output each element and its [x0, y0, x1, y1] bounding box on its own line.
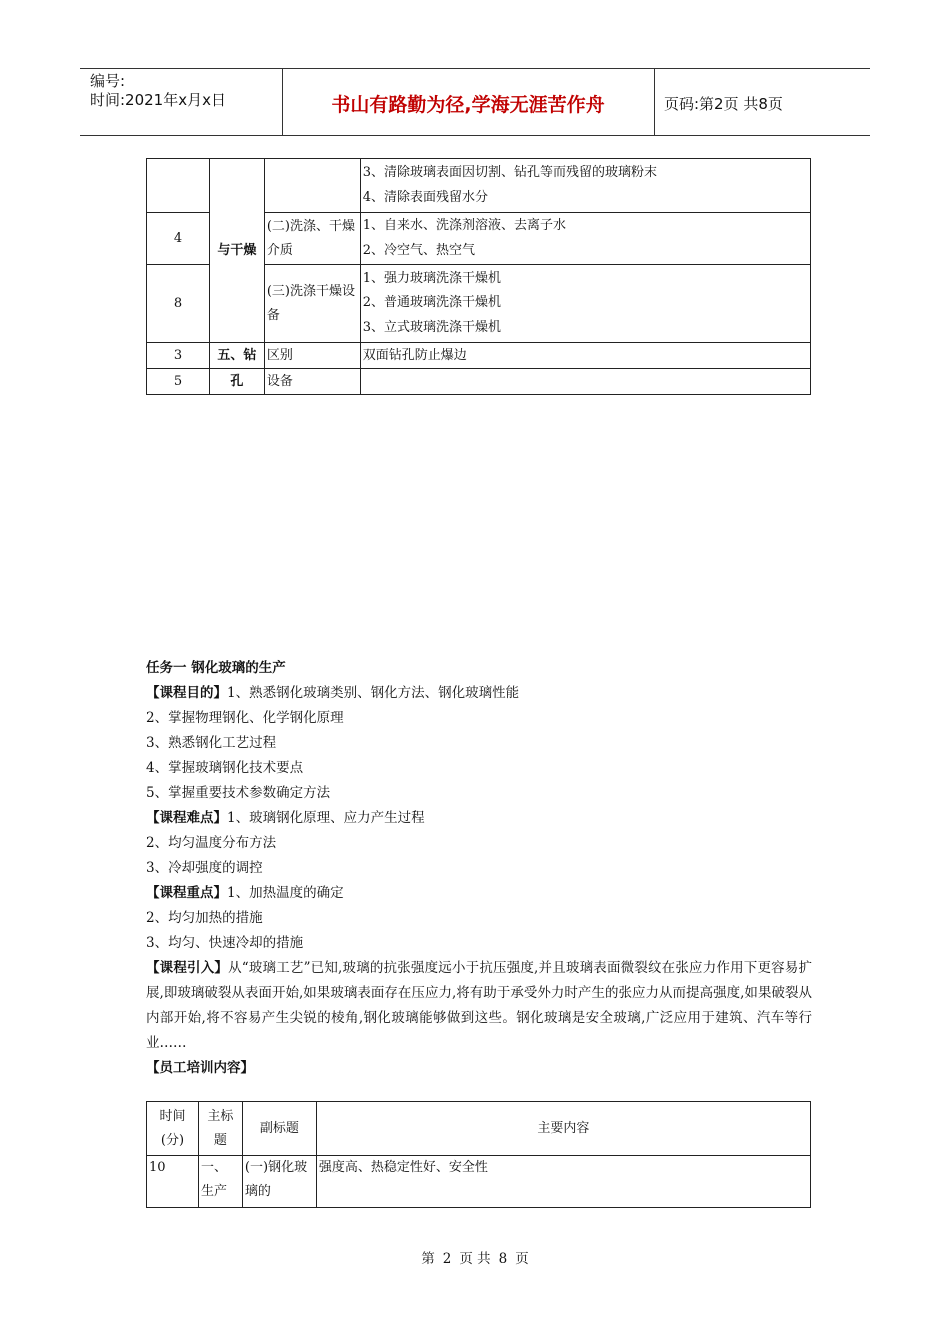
- time-cell: 3: [147, 343, 210, 369]
- key-line: [146, 881, 812, 906]
- document-date: 时间:2021年x月x日: [90, 91, 226, 109]
- footer-mid: 页 共: [459, 1251, 491, 1267]
- table-header-row: [147, 1102, 811, 1156]
- difficulty-item: 1、玻璃钢化原理、应力产生过程: [227, 810, 425, 826]
- training-table: [146, 1101, 811, 1208]
- difficulty-item: 3、冷却强度的调控: [146, 860, 263, 876]
- key-item: 1、加热温度的确定: [227, 885, 344, 901]
- time-cell: 10: [147, 1156, 199, 1208]
- intro-label: 【课程引入】: [146, 960, 229, 976]
- goal-item: 3、熟悉钢化工艺过程: [146, 735, 277, 751]
- content-cell: [360, 265, 810, 343]
- training-label: 【员工培训内容】: [146, 1060, 254, 1076]
- table-row: [147, 369, 811, 395]
- content-line: 2、冷空气、热空气: [362, 242, 476, 258]
- main-title-cell: 与干燥: [209, 159, 264, 343]
- content-line: 2、普通玻璃洗涤干燥机: [362, 295, 502, 311]
- content-cell: [360, 159, 810, 213]
- subtitle-cell: 区别: [264, 343, 360, 369]
- footer-prefix: 第: [421, 1251, 435, 1267]
- page-footer: [0, 1247, 950, 1267]
- continuation-table: [146, 158, 811, 395]
- difficulty-line: [146, 806, 812, 831]
- intro-text: 从“玻璃工艺”已知,玻璃的抗张强度远小于抗压强度,并且玻璃表面微裂纹在张应力作用下更容易扩展,即玻璃破裂从表面开始,如果玻璃表面存在压应力,将有助于承受外力时产生的张应力从而提高强度,如果破裂从内部开始,将不容易产生尖锐的棱角,钢化玻璃能够做到这些。钢化玻璃是安全玻璃,广泛应用于建筑、汽车等行业……: [146, 960, 812, 1051]
- content-line: 1、自来水、洗涤剂溶液、去离子水: [362, 218, 567, 233]
- time-cell: [147, 159, 210, 213]
- goal-item: 4、掌握玻璃钢化技术要点: [146, 760, 304, 776]
- content-line: 3、清除玻璃表面因切割、钻孔等而残留的玻璃粉末: [362, 165, 658, 180]
- content-cell: 双面钻孔防止爆边: [360, 343, 810, 369]
- header-divider-right: [654, 68, 655, 135]
- content-cell: [360, 213, 810, 265]
- subtitle-cell: (一)钢化玻璃的: [242, 1156, 316, 1208]
- header-top-rule: [80, 68, 870, 69]
- key-label: 【课程重点】: [146, 885, 227, 901]
- content-line: 1、强力玻璃洗涤干燥机: [362, 270, 502, 286]
- footer-page-number: 2: [442, 1251, 452, 1267]
- header-motto: 书山有路勤为径,学海无涯苦作舟: [331, 94, 605, 116]
- content-line: 4、清除表面残留水分: [362, 189, 489, 205]
- goal-label: 【课程目的】: [146, 685, 227, 701]
- time-cell: 5: [147, 369, 210, 395]
- table-row: [147, 1156, 811, 1208]
- header-time: 时间(分): [147, 1102, 199, 1156]
- subtitle-cell: (二)洗涤、干燥介质: [264, 213, 360, 265]
- document-number-label: 编号:: [90, 72, 126, 90]
- goal-item: 5、掌握重要技术参数确定方法: [146, 785, 331, 801]
- main-title-cell: 五、钻: [209, 343, 264, 369]
- task-title: 任务一 钢化玻璃的生产: [146, 660, 286, 676]
- main-title-cell: 孔: [209, 369, 264, 395]
- lesson-body: [146, 656, 812, 1081]
- footer-suffix: 页: [515, 1251, 529, 1267]
- table-row: [147, 159, 811, 213]
- key-item: 2、均匀加热的措施: [146, 910, 263, 926]
- content-cell: 强度高、热稳定性好、安全性: [316, 1156, 810, 1208]
- main-title-cell: 一、生产: [198, 1156, 242, 1208]
- footer-total-pages: 8: [498, 1251, 508, 1267]
- goal-item: 1、熟悉钢化玻璃类别、钢化方法、钢化玻璃性能: [227, 685, 520, 701]
- header-bottom-rule: [80, 135, 870, 136]
- difficulty-label: 【课程难点】: [146, 810, 227, 826]
- subtitle-cell: (三)洗涤干燥设备: [264, 265, 360, 343]
- difficulty-item: 2、均匀温度分布方法: [146, 835, 277, 851]
- time-cell: 8: [147, 265, 210, 343]
- header-meta: [90, 72, 226, 110]
- time-cell: 4: [147, 213, 210, 265]
- intro-paragraph: [146, 956, 812, 1056]
- table-row: [147, 343, 811, 369]
- content-cell: [360, 369, 810, 395]
- subtitle-cell: [264, 159, 360, 213]
- key-item: 3、均匀、快速冷却的措施: [146, 935, 304, 951]
- subtitle-cell: 设备: [264, 369, 360, 395]
- goal-line: [146, 681, 812, 706]
- header-main-title: 主标题: [198, 1102, 242, 1156]
- content-line: 3、立式玻璃洗涤干燥机: [362, 319, 502, 335]
- goal-item: 2、掌握物理钢化、化学钢化原理: [146, 710, 344, 726]
- header-subtitle: 副标题: [242, 1102, 316, 1156]
- header-content: 主要内容: [316, 1102, 810, 1156]
- header-page-info: 页码:第2页 共8页: [664, 95, 783, 113]
